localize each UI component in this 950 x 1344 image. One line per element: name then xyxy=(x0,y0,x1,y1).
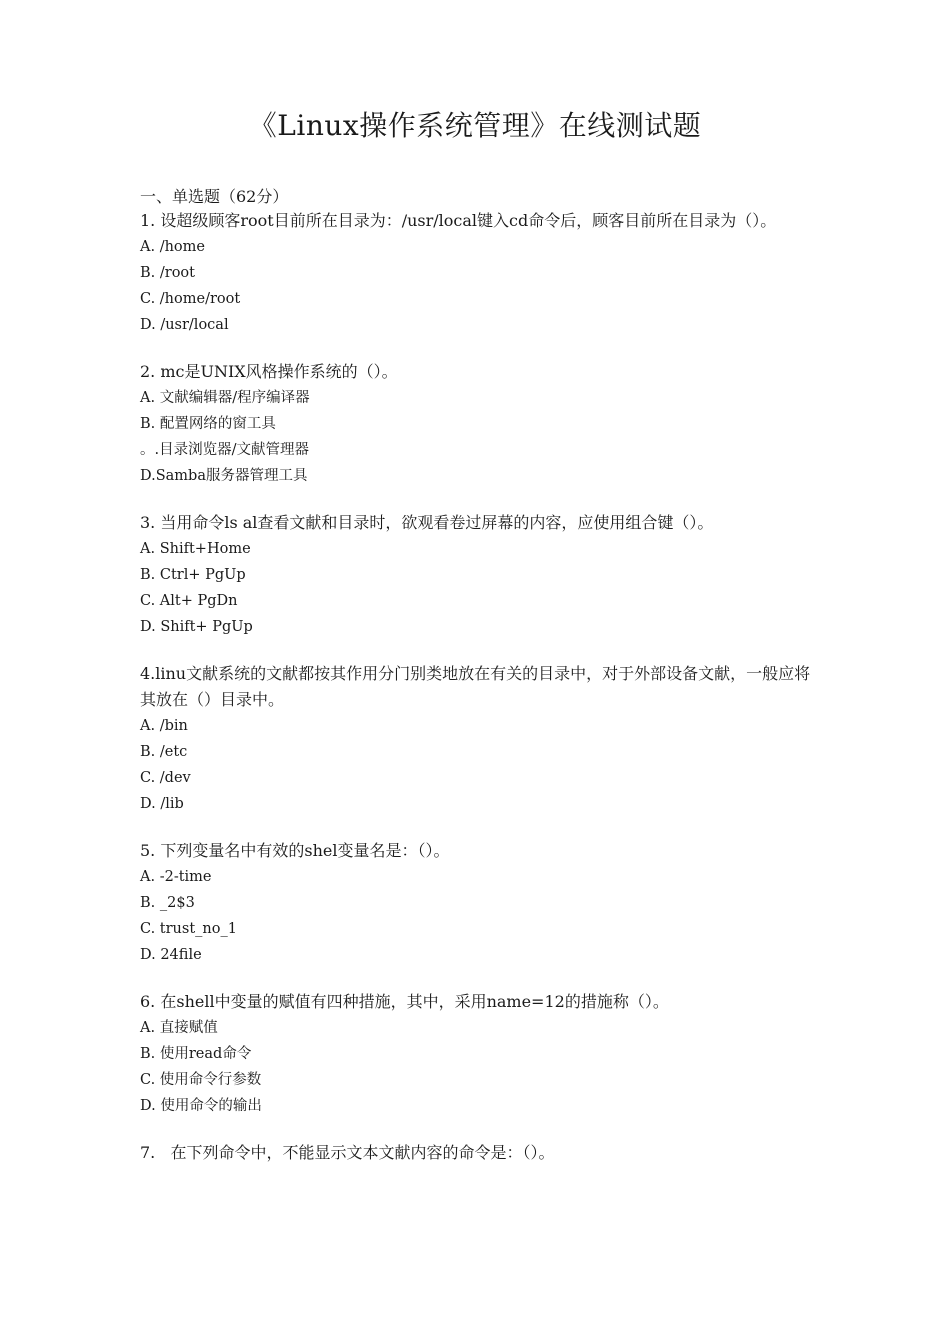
option-d: D. /usr/local xyxy=(140,317,229,333)
option-c: 。.目录浏览器/文献管理器 xyxy=(140,442,309,458)
option-a: A. /home xyxy=(140,239,205,255)
question-1 xyxy=(140,208,820,338)
option-d: D. Shift+ PgUp xyxy=(140,619,253,635)
option-d: D. /lib xyxy=(140,796,184,812)
question-text: 2. mc是UNIX风格操作系统的（）。 xyxy=(140,362,398,381)
option-a: A. /bin xyxy=(140,718,188,734)
option-b: B. _2$3 xyxy=(140,895,195,911)
option-a: A. 文献编辑器/程序编译器 xyxy=(140,390,310,406)
question-3 xyxy=(140,510,820,640)
option-b: B. /etc xyxy=(140,744,188,760)
option-b: B. 配置网络的窗工具 xyxy=(140,416,276,432)
option-b: B. Ctrl+ PgUp xyxy=(140,567,246,583)
question-7: 7. 在下列命令中，不能显示文本文献内容的命令是：（）。 xyxy=(140,1143,555,1162)
option-b: B. 使用read命令 xyxy=(140,1046,252,1062)
question-text: 4.linu文献系统的文献都按其作用分门别类地放在有关的目录中，对于外部设备文献，一般应将其放在（）目录中。 xyxy=(140,664,811,709)
section-heading: 一、单选题（62分） xyxy=(140,187,289,206)
question-text: 5. 下列变量名中有效的shel变量名是：（）。 xyxy=(140,841,450,860)
question-4 xyxy=(140,661,820,817)
option-c: C. /dev xyxy=(140,770,191,786)
question-text: 6. 在shell中变量的赋值有四种措施，其中，采用name=12的措施称（）。 xyxy=(140,992,669,1011)
option-b: B. /root xyxy=(140,265,195,281)
option-d: D. 24file xyxy=(140,947,202,963)
option-a: A. 直接赋值 xyxy=(140,1020,218,1036)
question-list xyxy=(140,186,820,1166)
option-a: A. -2-time xyxy=(140,869,212,885)
question-text: 3. 当用命令ls al查看文献和目录时，欲观看卷过屏幕的内容，应使用组合键（）。 xyxy=(140,513,714,532)
page-title: 《Linux操作系统管理》在线测试题 xyxy=(248,109,702,142)
question-text: 1. 设超级顾客root目前所在目录为：/usr/local键入cd命令后，顾客目前所在目录为（）。 xyxy=(140,211,777,230)
option-a: A. Shift+Home xyxy=(140,541,251,557)
option-c: C. 使用命令行参数 xyxy=(140,1072,262,1088)
question-6 xyxy=(140,989,820,1119)
question-2 xyxy=(140,359,820,489)
option-c: C. /home/root xyxy=(140,291,241,307)
option-c: C. Alt+ PgDn xyxy=(140,593,238,609)
question-5 xyxy=(140,838,820,968)
option-c: C. trust_no_1 xyxy=(140,921,237,937)
option-d: D.Samba服务器管理工具 xyxy=(140,468,308,484)
option-d: D. 使用命令的输出 xyxy=(140,1098,262,1114)
